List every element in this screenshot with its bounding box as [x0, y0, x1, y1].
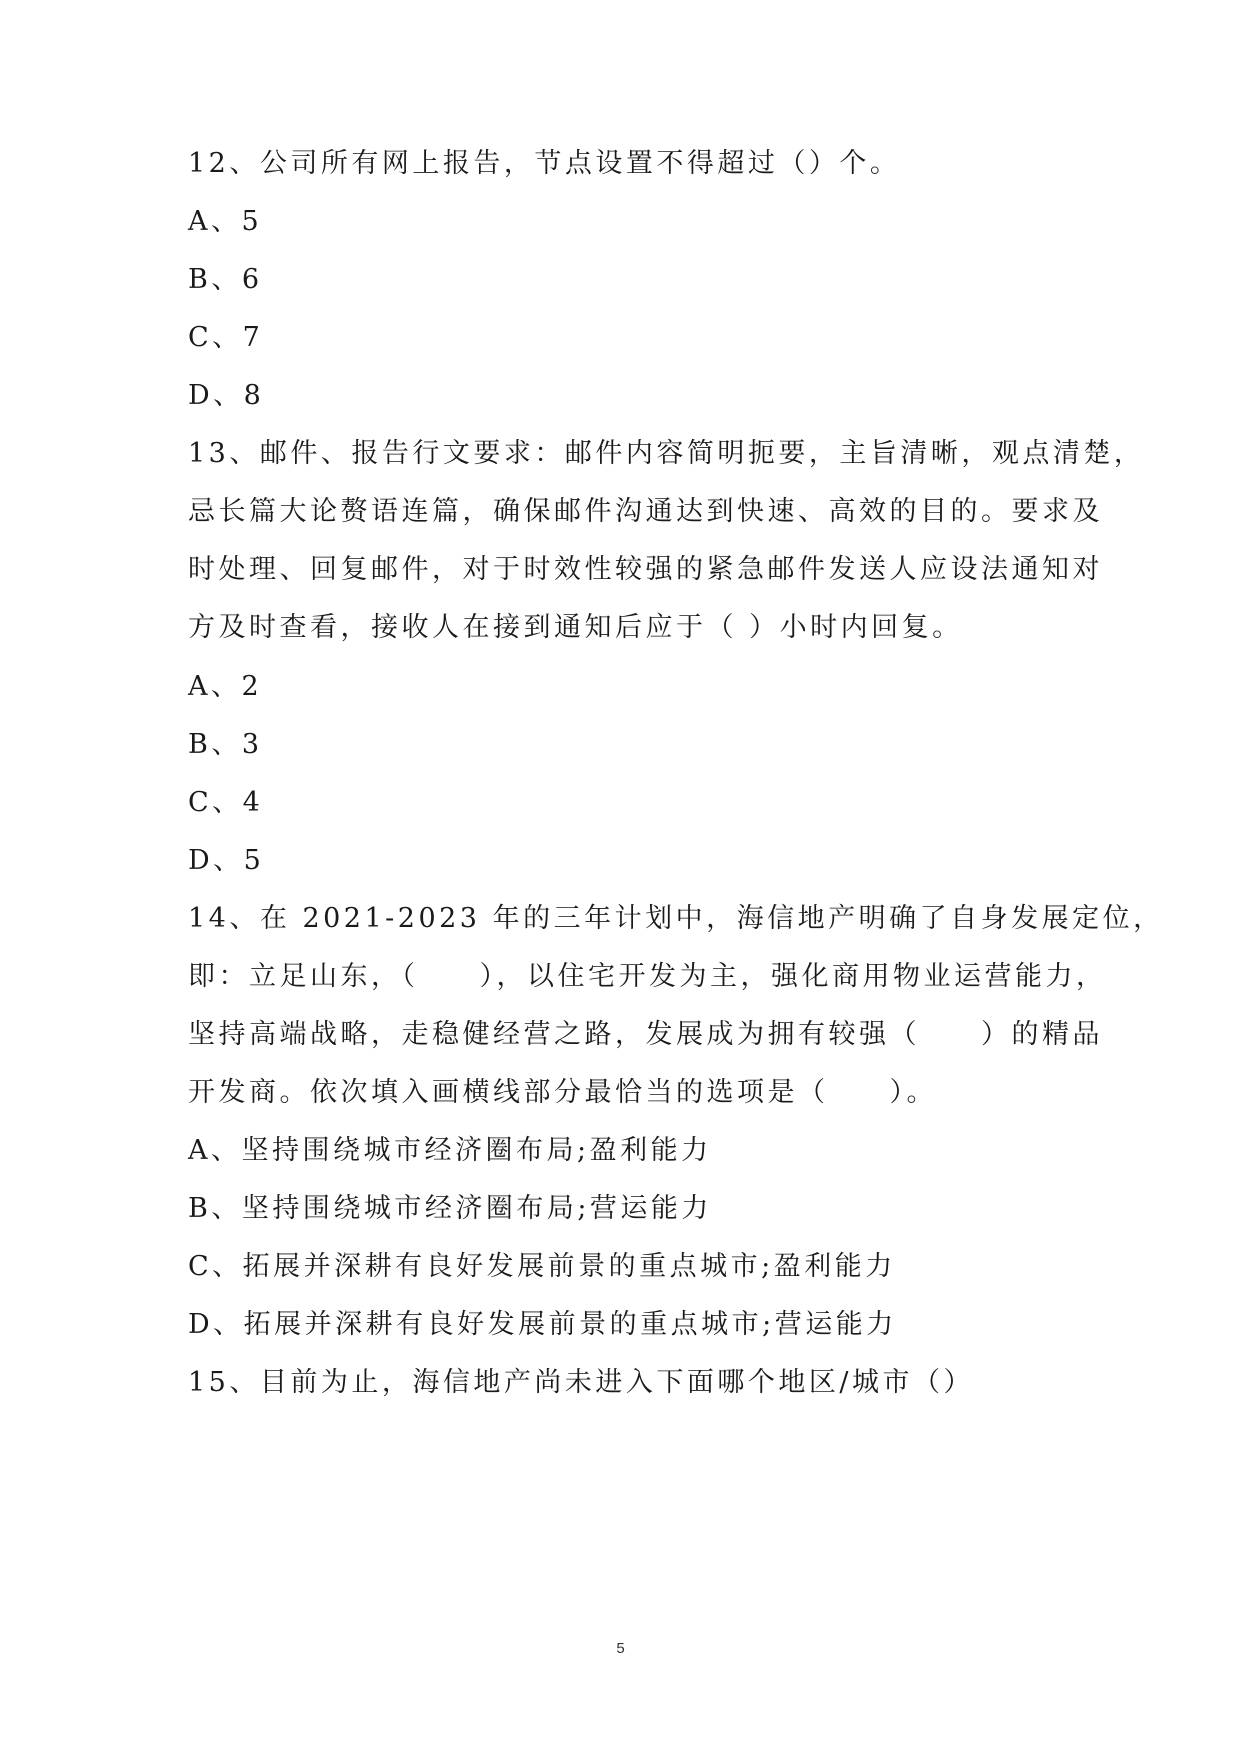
question-14-option-b: B、坚持围绕城市经济圈布局;营运能力 — [188, 1193, 712, 1224]
question-14-option-d: D、拓展并深耕有良好发展前景的重点城市;营运能力 — [188, 1309, 897, 1340]
question-14-option-c: C、拓展并深耕有良好发展前景的重点城市;盈利能力 — [188, 1251, 896, 1282]
question-13-option-a: A、2 — [188, 671, 263, 702]
question-12-option-a: A、5 — [188, 206, 263, 237]
question-14-option-a: A、坚持围绕城市经济圈布局;盈利能力 — [188, 1135, 712, 1166]
question-14-stem-line-4: 开发商。依次填入画横线部分最恰当的选项是（ ）。 — [188, 1077, 937, 1108]
page-number: 5 — [616, 1640, 625, 1657]
question-13-stem-line-1: 13、邮件、报告行文要求：邮件内容简明扼要，主旨清晰，观点清楚， — [188, 438, 1145, 469]
question-14-stem-line-3: 坚持高端战略，走稳健经营之路，发展成为拥有较强（ ）的精品 — [188, 1019, 1103, 1050]
question-15-stem: 15、目前为止，海信地产尚未进入下面哪个地区/城市（） — [188, 1367, 974, 1398]
question-13-stem-line-3: 时处理、回复邮件，对于时效性较强的紧急邮件发送人应设法通知对 — [188, 554, 1103, 585]
question-12-option-c: C、7 — [188, 322, 264, 353]
question-14-stem-line-2: 即：立足山东，（ ），以住宅开发为主，强化商用物业运营能力， — [188, 961, 1107, 992]
question-13-option-c: C、4 — [188, 787, 264, 818]
question-13-option-d: D、5 — [188, 845, 265, 876]
question-12-option-b: B、6 — [188, 264, 263, 295]
question-13-stem-line-4: 方及时查看，接收人在接到通知后应于（ ）小时内回复。 — [188, 612, 963, 643]
question-12-stem: 12、公司所有网上报告，节点设置不得超过（）个。 — [188, 148, 901, 179]
question-14-stem-line-1: 14、在 2021-2023 年的三年计划中，海信地产明确了自身发展定位， — [188, 903, 1164, 934]
question-13-option-b: B、3 — [188, 729, 263, 760]
question-12-option-d: D、8 — [188, 380, 265, 411]
question-13-stem-line-2: 忌长篇大论赘语连篇，确保邮件沟通达到快速、高效的目的。要求及 — [188, 496, 1103, 527]
